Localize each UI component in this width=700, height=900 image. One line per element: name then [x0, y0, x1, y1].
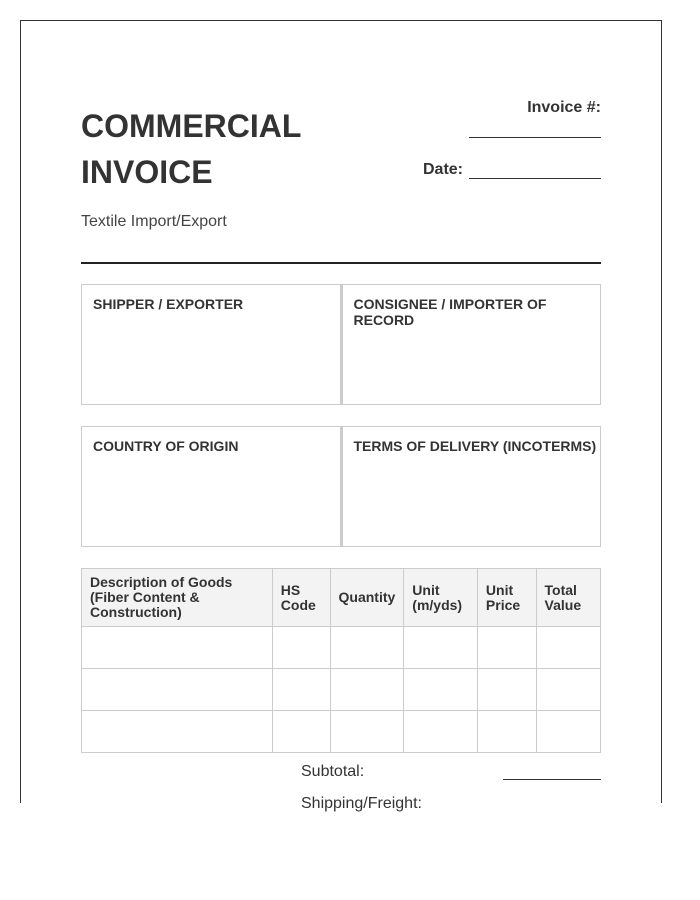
shipper-label: SHIPPER / EXPORTER	[93, 296, 244, 312]
document-title	[81, 103, 301, 195]
col-hs-code: HS Code	[272, 569, 330, 627]
shipper-box[interactable]	[81, 284, 341, 405]
origin-label: COUNTRY OF ORIGIN	[93, 438, 239, 454]
table-cell[interactable]	[330, 669, 404, 711]
table-row	[82, 669, 601, 711]
table-cell[interactable]	[330, 627, 404, 669]
goods-table	[81, 568, 601, 753]
table-cell[interactable]	[404, 711, 478, 753]
shipping-label: Shipping/Freight:	[301, 795, 422, 812]
table-cell[interactable]	[272, 627, 330, 669]
col-unit: Unit (m/yds)	[404, 569, 478, 627]
goods-table-header	[82, 569, 601, 627]
parties-row	[81, 284, 601, 405]
table-cell[interactable]	[477, 669, 536, 711]
table-cell[interactable]	[536, 627, 600, 669]
title-line-2: INVOICE	[81, 154, 213, 190]
table-cell[interactable]	[404, 669, 478, 711]
table-cell[interactable]	[330, 711, 404, 753]
date-label: Date:	[422, 161, 463, 178]
terms-label: TERMS OF DELIVERY (INCOTERMS)	[353, 438, 597, 454]
date-row	[423, 161, 601, 179]
table-cell[interactable]	[82, 627, 273, 669]
table-cell[interactable]	[82, 711, 273, 753]
col-description: Description of Goods (Fiber Content & Construction)	[82, 569, 273, 627]
table-cell[interactable]	[477, 627, 536, 669]
table-cell[interactable]	[272, 669, 330, 711]
consignee-label: CONSIGNEE / IMPORTER OF RECORD	[353, 296, 547, 328]
origin-terms-row	[81, 426, 601, 547]
table-cell[interactable]	[272, 711, 330, 753]
subtotal-label: Subtotal:	[301, 763, 365, 780]
col-unit-price: Unit Price	[477, 569, 536, 627]
invoice-number-field[interactable]	[469, 137, 601, 138]
table-cell[interactable]	[82, 669, 273, 711]
invoice-page	[20, 20, 662, 812]
consignee-box[interactable]	[341, 284, 602, 405]
col-quantity: Quantity	[330, 569, 404, 627]
table-row	[82, 711, 601, 753]
document-subtitle: Textile Import/Export	[81, 213, 227, 230]
subtotal-field[interactable]	[503, 779, 601, 780]
invoice-number-label: Invoice #:	[527, 99, 601, 116]
table-cell[interactable]	[536, 669, 600, 711]
table-cell[interactable]	[477, 711, 536, 753]
date-field[interactable]	[469, 162, 601, 179]
origin-box[interactable]	[81, 426, 341, 547]
header-divider	[81, 262, 601, 264]
title-line-1: COMMERCIAL	[81, 108, 302, 144]
table-cell[interactable]	[404, 627, 478, 669]
col-total-value: Total Value	[536, 569, 600, 627]
terms-box[interactable]	[341, 426, 602, 547]
table-row	[82, 627, 601, 669]
table-cell[interactable]	[536, 711, 600, 753]
